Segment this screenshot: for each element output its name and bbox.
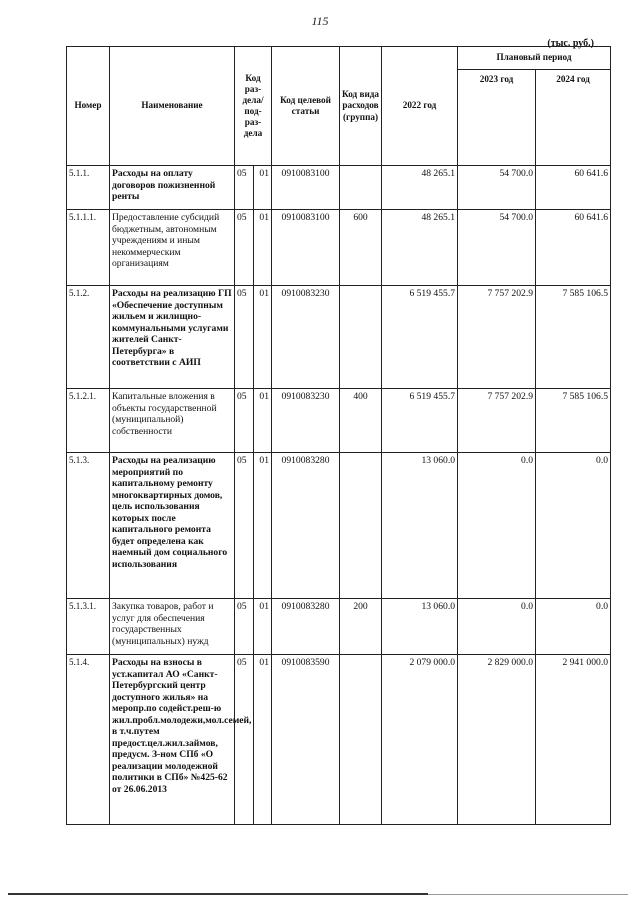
header-number: Номер: [67, 47, 110, 166]
budget-table: [66, 46, 611, 825]
row-number: 5.1.3.1.: [67, 599, 110, 655]
row-section: 05: [235, 389, 254, 453]
row-name: Расходы на взносы в уст.капитал АО «Санкт-Петербургский центр доступного жилья» на меропр.по содейст.реш-ю жил.пробл.молодежи,мол.семей, в т.ч.путем предост.цел.жил.займов, предусм. З-ном СПб «О реализации молодежной политики в СПб» №425-62 от 26.06.2013: [110, 655, 235, 825]
row-expense-code: 600: [340, 210, 382, 286]
row-target-code: 0910083100: [272, 166, 340, 210]
row-amount-2022: 6 519 455.7: [382, 389, 458, 453]
row-subsection: 01: [254, 655, 272, 825]
row-section: 05: [235, 655, 254, 825]
row-amount-2022: 48 265.1: [382, 166, 458, 210]
page-number: 115: [311, 14, 329, 28]
table-row: [67, 286, 611, 389]
row-amount-2023: 54 700.0: [458, 210, 536, 286]
header-name: Наименование: [110, 47, 235, 166]
row-amount-2022: 48 265.1: [382, 210, 458, 286]
row-number: 5.1.4.: [67, 655, 110, 825]
row-section: 05: [235, 599, 254, 655]
row-subsection: 01: [254, 599, 272, 655]
row-amount-2022: 2 079 000.0: [382, 655, 458, 825]
table-row: [67, 453, 611, 599]
row-section: 05: [235, 210, 254, 286]
row-amount-2023: 2 829 000.0: [458, 655, 536, 825]
row-expense-code: [340, 453, 382, 599]
row-number: 5.1.1.: [67, 166, 110, 210]
row-amount-2024: 7 585 106.5: [536, 286, 611, 389]
row-amount-2023: 54 700.0: [458, 166, 536, 210]
row-name: Предоставление субсидий бюджетным, автономным учреждениям и иным некоммерческим организациям: [110, 210, 235, 286]
row-subsection: 01: [254, 210, 272, 286]
row-subsection: 01: [254, 286, 272, 389]
row-section: 05: [235, 286, 254, 389]
header-year-2023: 2023 год: [458, 70, 536, 166]
row-name: Расходы на реализацию мероприятий по капитальному ремонту многоквартирных домов, цель использования которых после капитального ремонта будет определена как наемный дом социального использования: [110, 453, 235, 599]
row-number: 5.1.3.: [67, 453, 110, 599]
row-target-code: 0910083230: [272, 286, 340, 389]
row-number: 5.1.1.1.: [67, 210, 110, 286]
row-amount-2024: 60 641.6: [536, 166, 611, 210]
row-expense-code: 400: [340, 389, 382, 453]
row-amount-2022: 6 519 455.7: [382, 286, 458, 389]
row-section: 05: [235, 453, 254, 599]
row-amount-2024: 7 585 106.5: [536, 389, 611, 453]
row-amount-2023: 0.0: [458, 453, 536, 599]
row-subsection: 01: [254, 166, 272, 210]
table-row: [67, 166, 611, 210]
row-amount-2022: 13 060.0: [382, 599, 458, 655]
row-expense-code: 200: [340, 599, 382, 655]
row-subsection: 01: [254, 389, 272, 453]
row-amount-2024: 2 941 000.0: [536, 655, 611, 825]
row-amount-2024: 60 641.6: [536, 210, 611, 286]
table-row: [67, 210, 611, 286]
row-amount-2024: 0.0: [536, 599, 611, 655]
row-target-code: 0910083230: [272, 389, 340, 453]
row-expense-code: [340, 286, 382, 389]
row-target-code: 0910083590: [272, 655, 340, 825]
header-plan-period: Плановый период: [458, 47, 611, 70]
row-name: Расходы на оплату договоров пожизненной ренты: [110, 166, 235, 210]
header-expense-code: Код вида расходов (группа): [340, 47, 382, 166]
row-section: 05: [235, 166, 254, 210]
row-target-code: 0910083100: [272, 210, 340, 286]
row-amount-2022: 13 060.0: [382, 453, 458, 599]
row-name: Закупка товаров, работ и услуг для обеспечения государственных (муниципальных) нужд: [110, 599, 235, 655]
units-label: (тыс. руб.): [547, 38, 594, 49]
scan-edge-line-faint: [428, 894, 628, 895]
row-number: 5.1.2.1.: [67, 389, 110, 453]
row-number: 5.1.2.: [67, 286, 110, 389]
table-row: [67, 389, 611, 453]
row-name: Капитальные вложения в объекты государственной (муниципальной) собственности: [110, 389, 235, 453]
scan-edge-line: [8, 893, 428, 895]
row-target-code: 0910083280: [272, 599, 340, 655]
row-subsection: 01: [254, 453, 272, 599]
header-target-code: Код целевой статьи: [272, 47, 340, 166]
header-section-code: Код раз-дела/ под-раз-дела: [235, 47, 272, 166]
row-amount-2023: 7 757 202.9: [458, 286, 536, 389]
row-expense-code: [340, 166, 382, 210]
row-name: Расходы на реализацию ГП «Обеспечение доступным жильем и жилищно-коммунальными услугами жителей Санкт-Петербурга» в соответствии с АИП: [110, 286, 235, 389]
row-amount-2024: 0.0: [536, 453, 611, 599]
table-row: [67, 599, 611, 655]
header-year-2022: 2022 год: [382, 47, 458, 166]
header-year-2024: 2024 год: [536, 70, 611, 166]
row-amount-2023: 7 757 202.9: [458, 389, 536, 453]
row-target-code: 0910083280: [272, 453, 340, 599]
row-amount-2023: 0.0: [458, 599, 536, 655]
row-expense-code: [340, 655, 382, 825]
table-row: [67, 655, 611, 825]
